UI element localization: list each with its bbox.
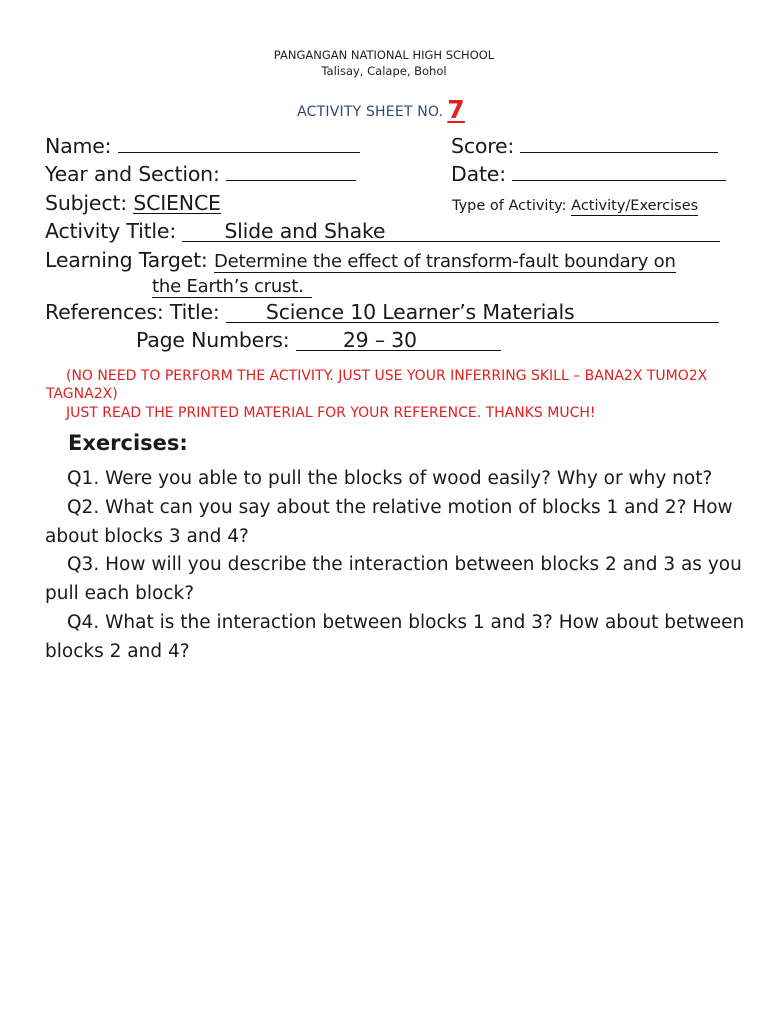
page-numbers-row — [136, 328, 501, 352]
name-label: Name: — [45, 134, 112, 158]
question-1: Q1. Were you able to pull the blocks of wood easily? Why or why not? — [67, 468, 713, 489]
instruction-note: (NO NEED TO PERFORM THE ACTIVITY. JUST USE YOUR INFERRING SKILL – BANA2X TUMO2X TAGNA2X) — [46, 368, 708, 402]
activity-title-label: Activity Title: — [45, 219, 177, 243]
school-header — [0, 47, 768, 79]
subject-value: SCIENCE — [133, 191, 221, 215]
subject-label: Subject: — [45, 191, 127, 215]
score-label: Score: — [451, 134, 515, 158]
name-row — [45, 134, 360, 158]
question-2: Q2. What can you say about the relative motion of blocks 1 and 2? How about blocks 3 and 4? — [45, 497, 733, 547]
learning-target-line1: Determine the effect of transform-fault boundary on — [213, 251, 676, 272]
references-row — [45, 300, 719, 324]
activity-sheet-number: 7 — [447, 95, 465, 124]
year-section-label: Year and Section: — [45, 162, 220, 186]
score-row — [451, 134, 718, 158]
activity-sheet-heading — [0, 93, 768, 122]
type-of-activity-label: Type of Activity: — [452, 198, 567, 214]
question-4: Q4. What is the interaction between blocks 1 and 3? How about between blocks 2 and 4? — [45, 612, 745, 662]
references-value: Science 10 Learner’s Materials — [226, 302, 719, 323]
subject-row — [45, 191, 221, 215]
page-numbers-label: Page Numbers: — [136, 328, 290, 352]
learning-target-label: Learning Target: — [45, 248, 208, 272]
learning-target-row — [45, 248, 676, 273]
references-label: References: Title: — [45, 300, 220, 324]
learning-target-line2: the Earth’s crust. — [152, 277, 312, 298]
name-blank[interactable] — [118, 134, 360, 153]
score-blank[interactable] — [520, 134, 718, 153]
date-blank[interactable] — [512, 162, 726, 181]
activity-title-value: Slide and Shake — [182, 221, 720, 242]
activity-sheet-label: ACTIVITY SHEET NO. — [297, 104, 444, 120]
page-numbers-value: 29 – 30 — [296, 330, 501, 351]
date-label: Date: — [451, 162, 506, 186]
date-row — [451, 162, 726, 186]
exercises-title: Exercises: — [68, 431, 188, 455]
year-section-blank[interactable] — [226, 162, 356, 181]
activity-title-row — [45, 219, 720, 243]
year-section-row — [45, 162, 356, 186]
type-of-activity-row — [452, 197, 698, 216]
school-address: Talisay, Calape, Bohol — [321, 64, 447, 78]
question-3: Q3. How will you describe the interaction between blocks 2 and 3 as you pull each block? — [45, 554, 742, 604]
type-of-activity-value: Activity/Exercises — [571, 198, 699, 214]
learning-target-continuation — [152, 275, 312, 299]
reference-note: JUST READ THE PRINTED MATERIAL FOR YOUR REFERENCE. THANKS MUCH! — [66, 405, 596, 421]
school-name: PANGANGAN NATIONAL HIGH SCHOOL — [273, 48, 495, 62]
